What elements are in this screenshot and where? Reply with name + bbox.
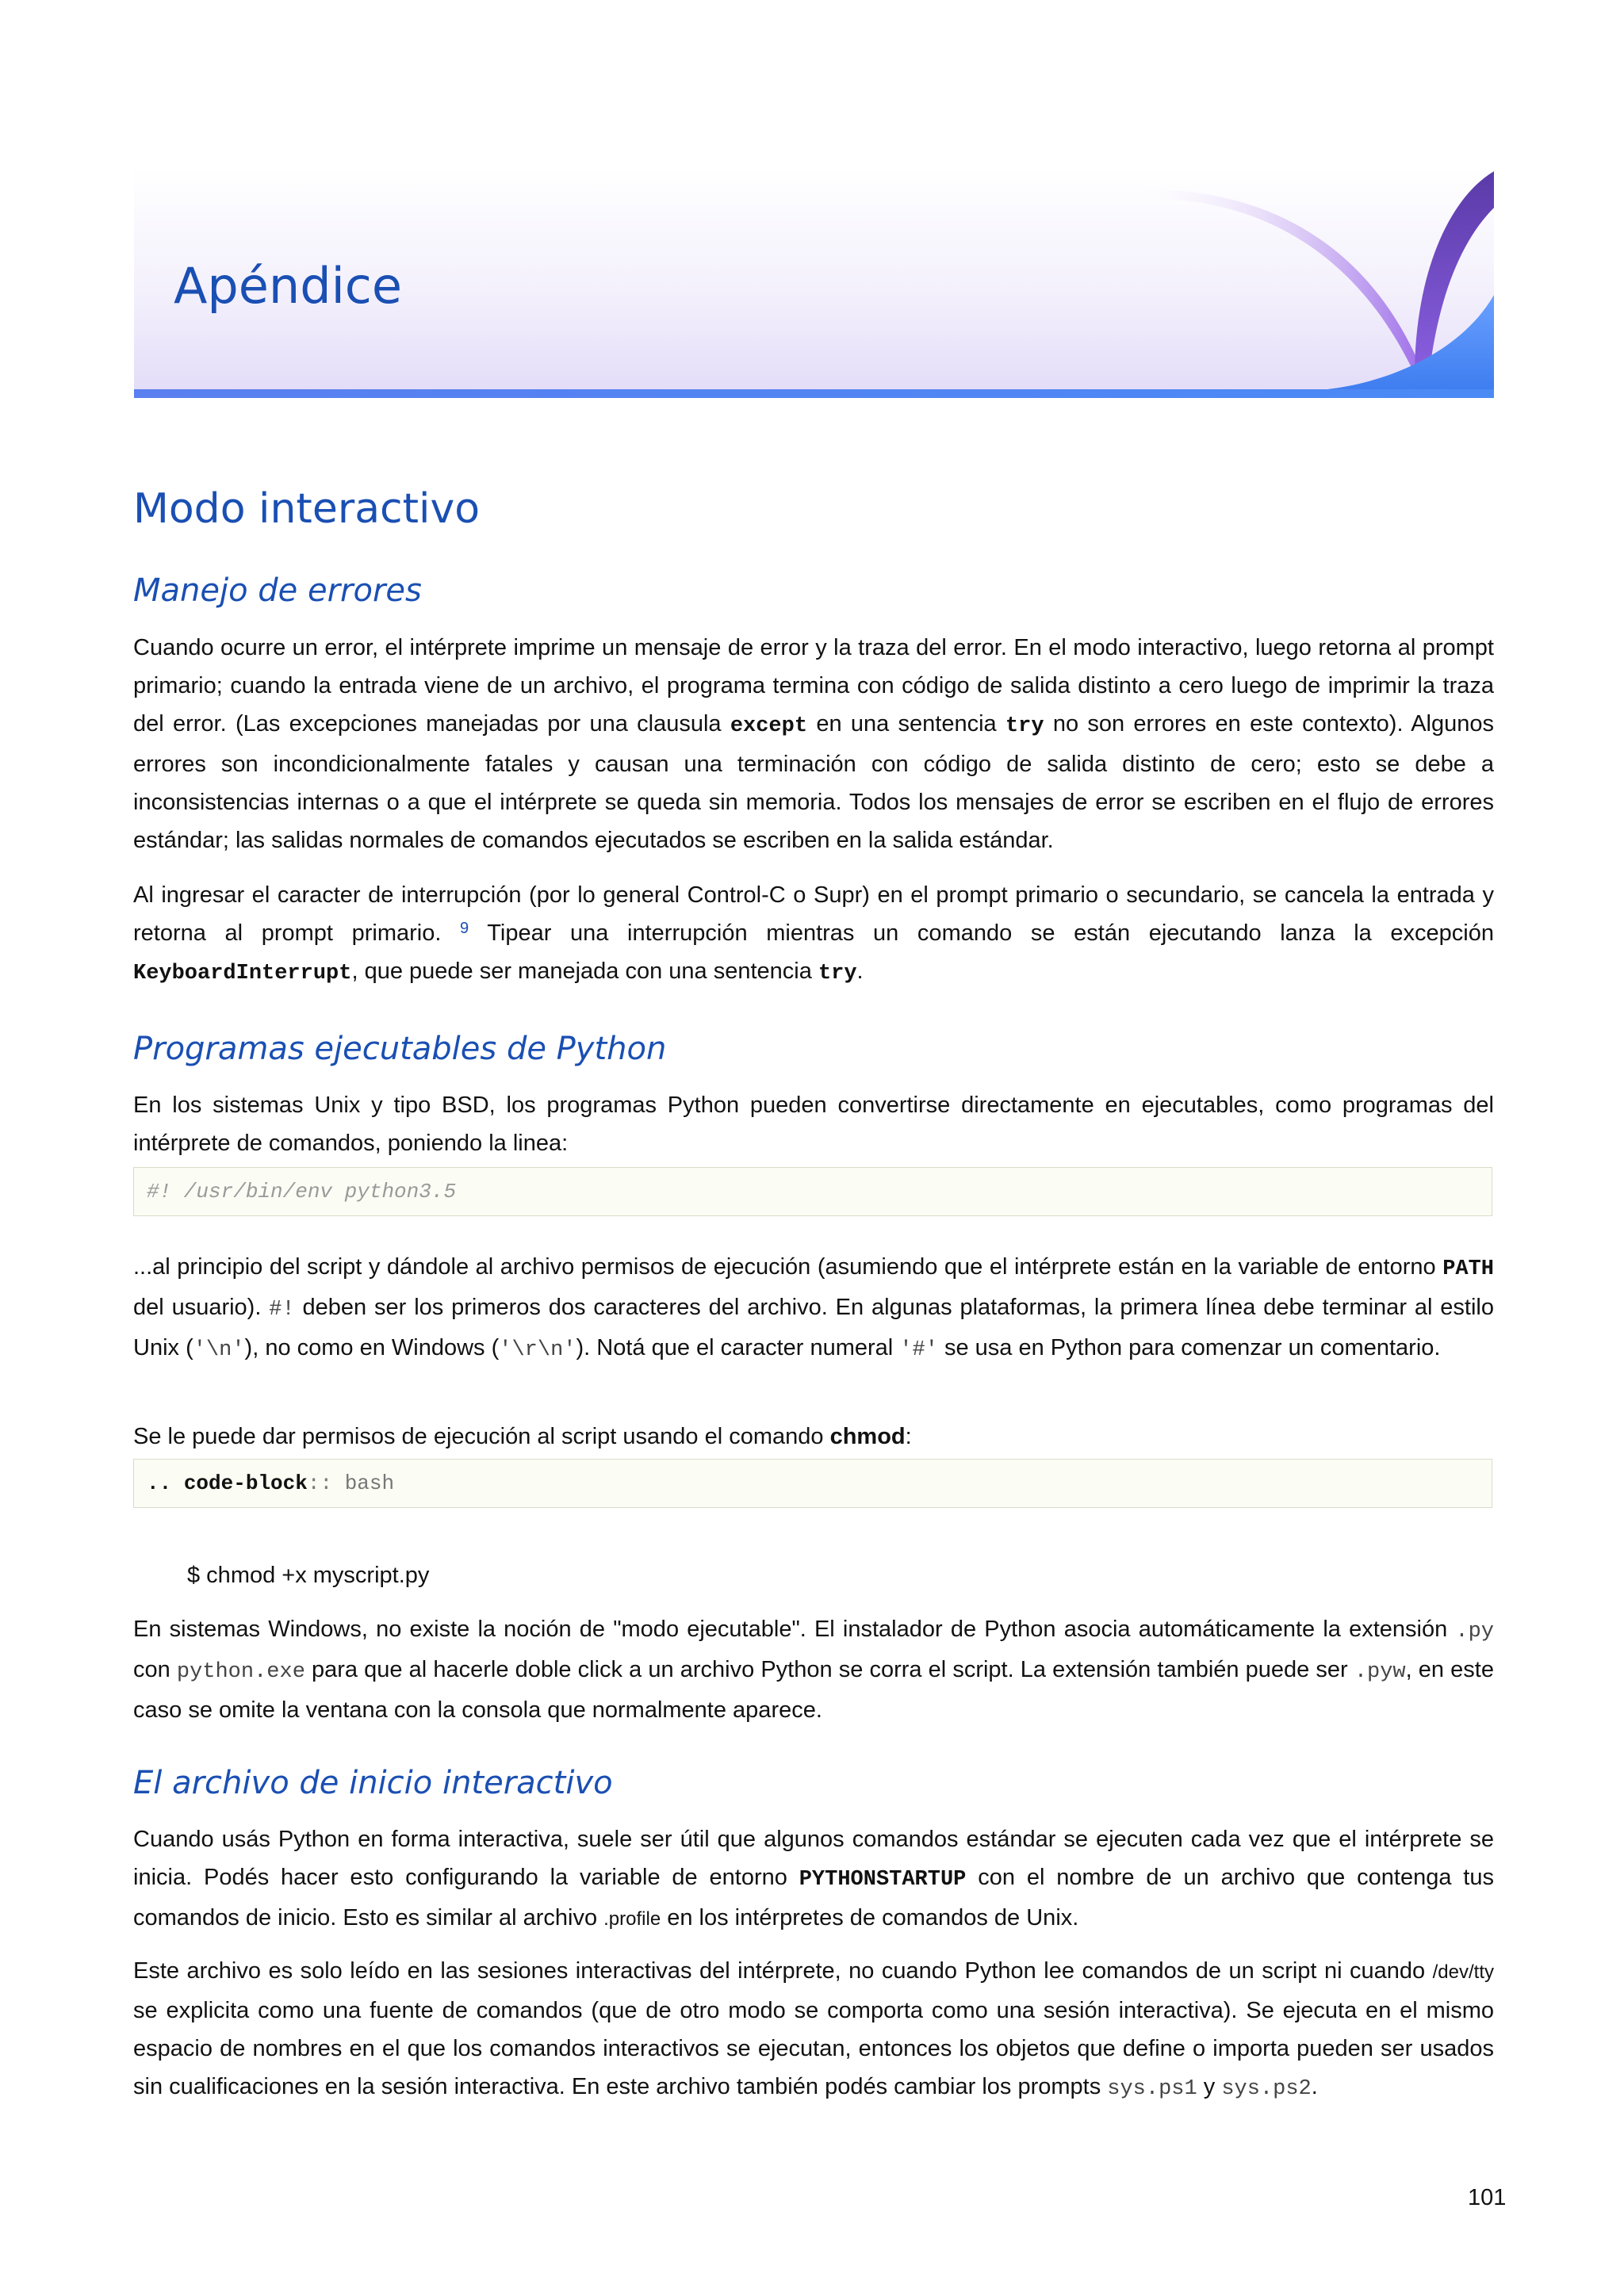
banner-swoosh-decoration	[1129, 168, 1494, 398]
text: Cuando usás Python en forma interactiva, suele ser útil que algunos comandos estándar se ejecuten cada vez que el intérprete se inicia. Podés hacer esto configurando la variable de entorno	[133, 1827, 1494, 1890]
text: y	[1197, 2074, 1222, 2099]
text: en los intérpretes de comandos de Unix.	[661, 1905, 1079, 1931]
footnote-link[interactable]: 9	[460, 920, 469, 937]
inline-code: KeyboardInterrupt	[133, 962, 352, 985]
text: :	[905, 1424, 912, 1449]
command-line-text: $ chmod +x myscript.py	[187, 1563, 430, 1588]
inline-code: sys.ps1	[1107, 2077, 1197, 2101]
chapter-banner	[134, 168, 1494, 398]
inline-code: .pyw	[1354, 1660, 1406, 1684]
paragraph-inicio-2	[133, 1952, 1494, 2108]
paragraph-ejecutables-2	[133, 1248, 1494, 1369]
inline-code: .py	[1455, 1620, 1494, 1644]
text: Se le puede dar permisos de ejecución al script usando el comando	[133, 1424, 830, 1449]
inline-code: python.exe	[176, 1660, 305, 1684]
paragraph-ejecutables-3	[133, 1418, 1494, 1456]
inline-code: PYTHONSTARTUP	[799, 1868, 967, 1892]
text: ), no como en Windows (	[244, 1335, 500, 1360]
paragraph-ejecutables-1: En los sistemas Unix y tipo BSD, los programas Python pueden convertirse directamente en ejecutables, como programas del intérprete de comandos, poniendo la linea:	[133, 1093, 1494, 1156]
text: Tipear una interrupción mientras un comando se están ejecutando lanza la excepción	[469, 920, 1494, 946]
page-number: 101	[1468, 2185, 1507, 2210]
inline-code: '\r\n'	[499, 1338, 576, 1362]
inline-code: #!	[269, 1298, 295, 1322]
text: del usuario).	[133, 1295, 270, 1320]
text: con	[133, 1657, 177, 1682]
inline-code: except	[730, 714, 808, 738]
filename-text: /dev/tty	[1432, 1961, 1494, 1983]
chapter-title: Apéndice	[174, 257, 403, 315]
text: ...al principio del script y dándole al archivo permisos de ejecución (asumiendo que el intérprete están en la variable de entorno	[133, 1254, 1443, 1280]
paragraph-errores-2	[133, 876, 1494, 993]
inline-code: '#'	[899, 1338, 938, 1362]
paragraph-errores-1	[133, 629, 1494, 859]
code-text: ..	[147, 1471, 172, 1495]
text: Este archivo es solo leído en las sesiones interactivas del intérprete, no cuando Python lee comandos de un script ni cuando	[133, 1958, 1433, 1984]
code-text: ::	[307, 1471, 333, 1495]
text: En sistemas Windows, no existe la noción de "modo ejecutable". El instalador de Python asocia automáticamente la extensión	[133, 1617, 1456, 1642]
inline-code: try	[1005, 714, 1044, 738]
banner-underline	[134, 389, 1494, 398]
text: ). Notá que el caracter numeral	[576, 1335, 900, 1360]
text: Al ingresar el caracter de interrupción (por lo general Control-C o Supr) en el prompt primario o secundario, se cancela la entrada y retorna al prompt primario.	[133, 882, 1494, 946]
text: , que puede ser manejada con una sentencia	[351, 959, 818, 984]
text: .	[1311, 2074, 1318, 2099]
paragraph-ejecutables-4	[133, 1610, 1494, 1729]
subsection-title-errores: Manejo de errores	[133, 572, 422, 609]
inline-code: try	[818, 962, 857, 985]
paragraph-inicio-1	[133, 1820, 1494, 1938]
inline-code: PATH	[1442, 1257, 1494, 1281]
subsection-title-inicio: El archivo de inicio interactivo	[133, 1765, 613, 1801]
inline-code: '\n'	[193, 1338, 245, 1362]
code-text: #! /usr/bin/env python3.5	[147, 1180, 457, 1203]
text: Cuando ocurre un error, el intérprete imprime un mensaje de error y la traza del error. En el modo interactivo, luego retorna al prompt primario; cuando la entrada viene de un archivo, el programa termina con código de salida distinto a cero luego de imprimir la traza del error. (Las excepciones manejadas por una clausula	[133, 635, 1494, 737]
text: .	[856, 959, 864, 984]
code-text: code-block	[183, 1471, 308, 1495]
inline-code: sys.ps2	[1221, 2077, 1312, 2101]
text: con el nombre de un archivo que contenga tus comandos de inicio. Esto es similar al archivo	[133, 1865, 1494, 1931]
text: se explicita como una fuente de comandos (que de otro modo se comporta como una sesión interactiva). Se ejecuta en el mismo espacio de nombres en el que los comandos interactivos se ejecutan, entonces los objetos que define o importa pueden ser usados sin cualificaciones en la sesión interactiva. En este archivo también podés cambiar los prompts	[133, 1998, 1494, 2099]
text: deben ser los primeros dos caracteres del archivo. En algunas plataformas, la primera línea debe terminar al estilo Unix (	[133, 1295, 1494, 1360]
text: en una sentencia	[807, 711, 1005, 737]
text: no son errores en este contexto). Algunos errores son incondicionalmente fatales y causan una terminación con código de salida distinto de cero; esto se debe a inconsistencias internas o a que el intérprete se queda sin memoria. Todos los mensajes de error se escriben en el flujo de errores estándar; las salidas normales de comandos ejecutados se escriben en la salida estándar.	[133, 711, 1494, 853]
subsection-title-ejecutables: Programas ejecutables de Python	[133, 1031, 667, 1067]
text: se usa en Python para comenzar un comentario.	[937, 1335, 1441, 1360]
text: , en este caso se omite la ventana con la consola que normalmente aparece.	[133, 1657, 1494, 1723]
text: para que al hacerle doble click a un archivo Python se corra el script. La extensión también puede ser	[304, 1657, 1354, 1682]
code-block-shebang	[133, 1167, 1492, 1216]
section-title: Modo interactivo	[133, 485, 481, 533]
filename-text: .profile	[603, 1908, 661, 1930]
bold-command: chmod	[829, 1424, 906, 1449]
code-text: bash	[344, 1471, 395, 1495]
code-block-directive	[133, 1459, 1492, 1508]
